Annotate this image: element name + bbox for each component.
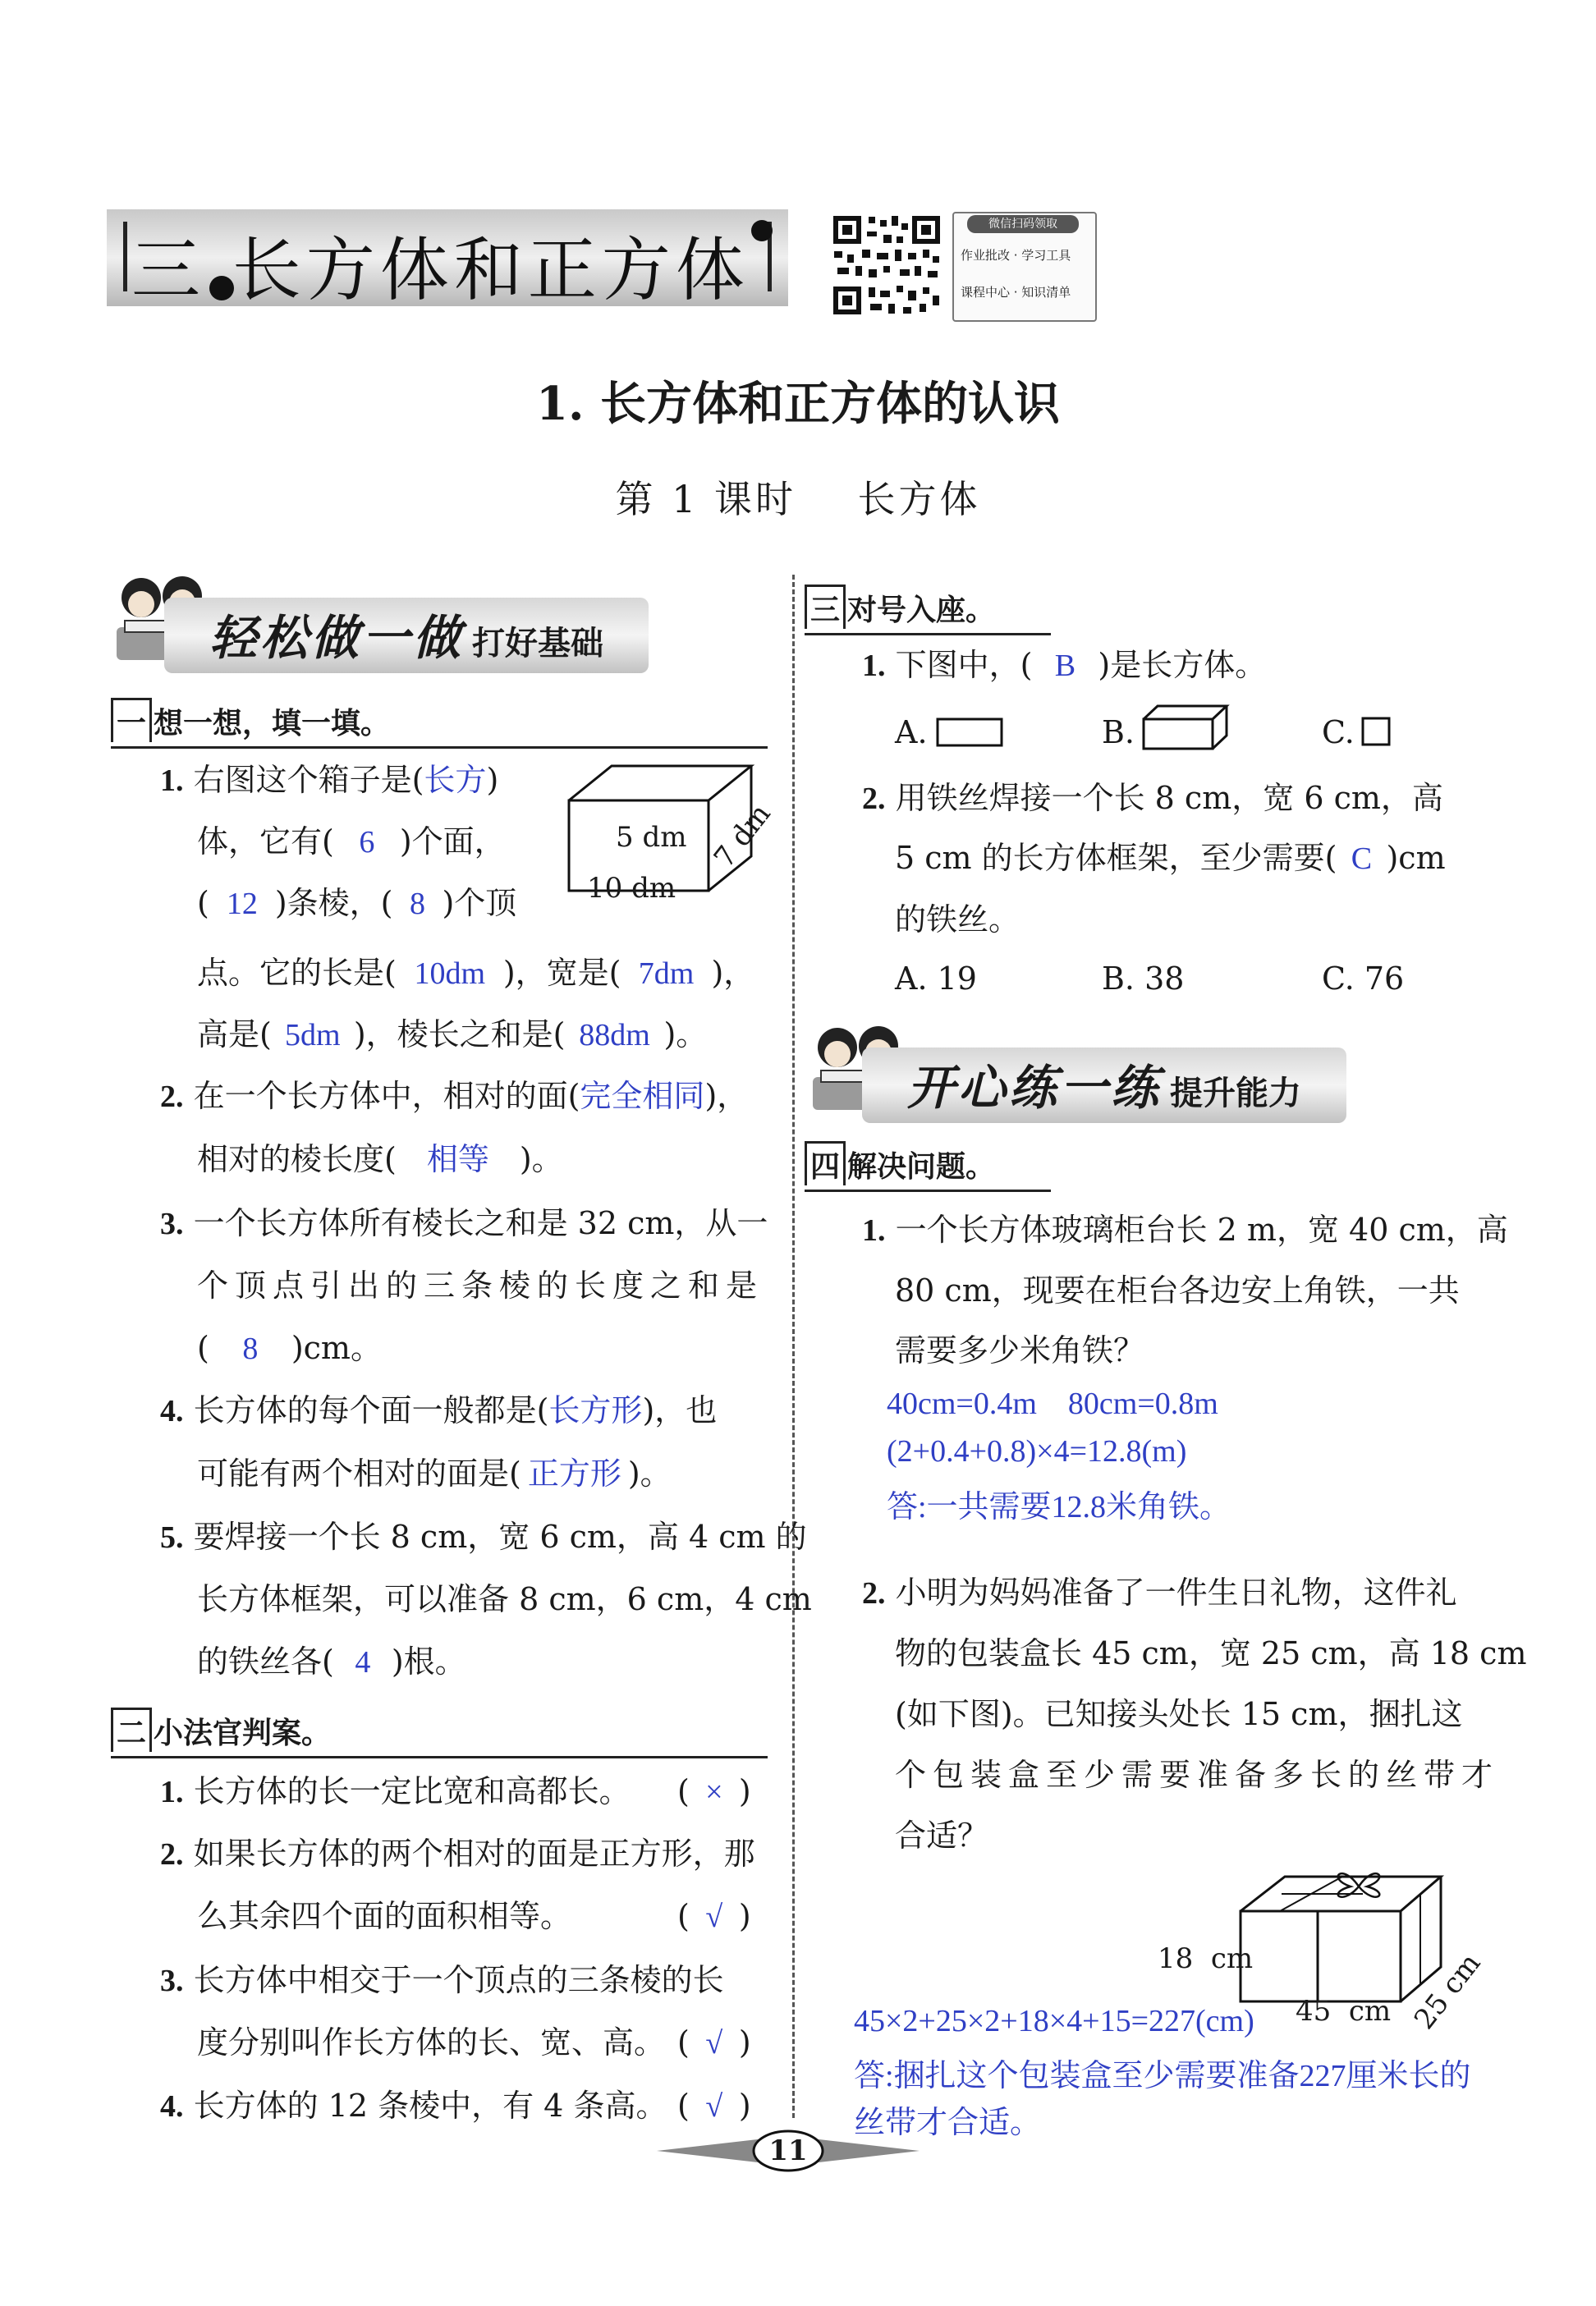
sec1-heading bbox=[111, 698, 768, 742]
qr-code bbox=[829, 212, 944, 319]
answer-1-8: 88dm bbox=[579, 1018, 650, 1052]
sec2-q2-line1: 2. 如果长方体的两个相对的面是正方形，那 bbox=[160, 1836, 755, 1872]
sec3-q2-optB: B. 38 bbox=[1102, 960, 1185, 997]
answer-4-1: 长方形 bbox=[548, 1394, 643, 1428]
sec3-q1: 1. 下图中，( B )是长方体。 bbox=[862, 647, 1267, 683]
sec4-q2-line2: 物的包装盒长 45 cm，宽 25 cm，高 18 cm bbox=[895, 1635, 1527, 1671]
sec2-q3-line1: 3. 长方体中相交于一个顶点的三条棱的长 bbox=[160, 1962, 724, 1998]
sec2-q3-line2: 度分别叫作长方体的长、宽、高。 bbox=[197, 2024, 666, 2061]
sec1-q1-line2: 体，它有( 6 )个面， bbox=[197, 823, 506, 860]
sec3-box: 三 bbox=[805, 585, 846, 629]
sec4-q1-line1: 1. 一个长方体玻璃柜台长 2 m，宽 40 cm，高 bbox=[862, 1212, 1508, 1248]
cuboid-length-label: 10 dm bbox=[587, 872, 676, 905]
choice-answer-2: C bbox=[1351, 841, 1373, 876]
sec4-q2-line1: 2. 小明为妈妈准备了一件生日礼物，这件礼 bbox=[862, 1575, 1457, 1611]
sec1-q3-line3: ( 8 )cm。 bbox=[197, 1330, 382, 1366]
sec2-box: 二 bbox=[111, 1708, 152, 1752]
qr-line-2: 课程中心 · 知识清单 bbox=[961, 285, 1071, 300]
lesson-title: 1. 长方体和正方体的认识 bbox=[536, 377, 1060, 431]
sec2-q3-judge: ( √ ) bbox=[677, 2024, 751, 2061]
answer-1-5: 10dm bbox=[414, 956, 486, 991]
sec1-box: 一 bbox=[111, 698, 152, 742]
sec4-q1-line2: 80 cm，现要在柜台各边安上角铁，一共 bbox=[895, 1272, 1460, 1309]
judge-3: √ bbox=[705, 2026, 723, 2061]
sec2-q1: 1. 长方体的长一定比宽和高都长。 bbox=[160, 1773, 631, 1809]
sec1-q1-line4: 点。它的长是( 10dm )，宽是( 7dm )， bbox=[197, 955, 755, 991]
column-divider bbox=[792, 575, 795, 2118]
sec1-q1-line1: 1. 右图这个箱子是(长方) bbox=[160, 762, 499, 798]
qr-line-1: 作业批改 · 学习工具 bbox=[961, 248, 1071, 263]
sec4-q1-answer-line1: 40cm=0.4m 80cm=0.8m bbox=[887, 1387, 1218, 1421]
page-number: 11 bbox=[768, 2134, 808, 2167]
sec4-q2-answer-line2: 答:捆扎这个包装盒至少需要准备227厘米长的 bbox=[854, 2059, 1471, 2093]
sec3-q1-optB: B. bbox=[1102, 714, 1135, 750]
sec4-q2-line4: 个包装盒至少需要准备多长的丝带才 bbox=[895, 1757, 1500, 1793]
gift-width-label: 25 cm bbox=[1408, 1946, 1488, 2036]
answer-1-7: 5dm bbox=[285, 1018, 341, 1052]
option-a-rectangle bbox=[936, 716, 1005, 749]
sec3-q2-optA: A. 19 bbox=[895, 960, 977, 997]
sec4-q2-answer-line1: 45×2+25×2+18×4+15=227(cm) bbox=[854, 2004, 1254, 2038]
sec3-heading bbox=[805, 585, 1051, 629]
answer-3-1: 8 bbox=[242, 1332, 259, 1366]
sec4-heading bbox=[805, 1141, 1051, 1185]
answer-1-6: 7dm bbox=[638, 956, 695, 991]
judge-2: √ bbox=[705, 1900, 723, 1934]
answer-1-4: 8 bbox=[409, 887, 425, 921]
sec4-q1-answer-line2: (2+0.4+0.8)×4=12.8(m) bbox=[887, 1434, 1187, 1469]
sec1-q2-line2: 相对的棱长度( 相等 )。 bbox=[197, 1141, 563, 1177]
sec4-q2-answer-line3: 丝带才合适。 bbox=[854, 2106, 1042, 2140]
sec4-q1-answer-line3: 答:一共需要12.8米角铁。 bbox=[887, 1490, 1231, 1524]
answer-5-1: 4 bbox=[355, 1645, 371, 1680]
sec1-q3-line1: 3. 一个长方体所有棱长之和是 32 cm，从一 bbox=[160, 1205, 768, 1241]
sec2-heading bbox=[111, 1708, 768, 1752]
answer-1-3: 12 bbox=[226, 887, 258, 921]
sec2-q2-judge: ( √ ) bbox=[677, 1898, 751, 1934]
judge-1: × bbox=[705, 1775, 723, 1809]
basic-strip-sub: 打好基础 bbox=[472, 625, 603, 662]
sec1-title: 想一想，填一填。 bbox=[154, 707, 391, 740]
sec3-title: 对号入座。 bbox=[847, 594, 996, 627]
sec2-q4: 4. 长方体的 12 条棱中，有 4 条高。 bbox=[160, 2088, 667, 2124]
sec1-q5-line1: 5. 要焊接一个长 8 cm，宽 6 cm，高 4 cm 的 bbox=[160, 1519, 807, 1555]
sec2-q4-judge: ( √ ) bbox=[677, 2088, 751, 2124]
sec3-q2-line1: 2. 用铁丝焊接一个长 8 cm，宽 6 cm，高 bbox=[862, 780, 1443, 816]
sec4-box: 四 bbox=[805, 1141, 846, 1185]
answer-1-2: 6 bbox=[359, 825, 375, 860]
option-c-square bbox=[1360, 716, 1393, 749]
sec1-q4-line1: 4. 长方体的每个面一般都是(长方形)，也 bbox=[160, 1392, 718, 1428]
ability-strip-title: 开心练一练 bbox=[907, 1060, 1163, 1116]
sec3-q2-line3: 的铁丝。 bbox=[895, 901, 1020, 938]
sec2-q1-judge: ( × ) bbox=[677, 1773, 751, 1809]
sec1-q5-line2: 长方体框架，可以准备 8 cm，6 cm，4 cm bbox=[197, 1581, 812, 1617]
answer-1-1: 长方 bbox=[424, 763, 487, 798]
lesson-subtitle: 第 1 课时 长方体 bbox=[615, 477, 981, 521]
sec1-q1-line5: 高是( 5dm )，棱长之和是( 88dm )。 bbox=[197, 1016, 708, 1052]
judge-4: √ bbox=[705, 2089, 723, 2124]
sec3-q2-line2: 5 cm 的长方体框架，至少需要( C )cm bbox=[895, 840, 1446, 876]
sec4-q2-line5: 合适？ bbox=[895, 1818, 989, 1854]
sec4-q1-line3: 需要多少米角铁？ bbox=[895, 1332, 1145, 1368]
sec1-q2-line1: 2. 在一个长方体中，相对的面(完全相同)， bbox=[160, 1078, 749, 1114]
answer-2-2: 相等 bbox=[426, 1143, 489, 1177]
qr-heading: 微信扫码领取 bbox=[967, 215, 1079, 233]
sec4-title: 解决问题。 bbox=[847, 1150, 996, 1184]
ability-strip-sub: 提升能力 bbox=[1170, 1075, 1301, 1112]
option-b-cuboid bbox=[1141, 703, 1231, 752]
sec1-q5-line3: 的铁丝各( 4 )根。 bbox=[197, 1644, 466, 1680]
banner-dot-right bbox=[751, 220, 773, 241]
chapter-title: 三 长方体和正方体 bbox=[131, 230, 750, 310]
sec2-q2-line2: 么其余四个面的面积相等。 bbox=[197, 1898, 572, 1934]
answer-4-2: 正方形 bbox=[527, 1457, 621, 1492]
sec3-q2-optC: C. 76 bbox=[1322, 960, 1405, 997]
gift-box-figure bbox=[1236, 1862, 1453, 2010]
sec4-q2-line3: (如下图)。已知接头处长 15 cm，捆扎这 bbox=[895, 1696, 1463, 1732]
sec3-q1-optA: A. bbox=[895, 714, 928, 750]
gift-height-label: 18 cm bbox=[1158, 1942, 1254, 1975]
sec1-q1-line3: ( 12 )条棱，( 8 )个顶 bbox=[197, 885, 517, 921]
answer-2-1: 完全相同 bbox=[580, 1080, 705, 1114]
banner-left-rule bbox=[123, 222, 127, 291]
sec1-q4-line2: 可能有两个相对的面是( 正方形 )。 bbox=[197, 1456, 672, 1492]
sec1-q3-line2: 个顶点引出的三条棱的长度之和是 bbox=[197, 1268, 764, 1304]
gift-length-label: 45 cm bbox=[1296, 1995, 1392, 2028]
sec2-title: 小法官判案。 bbox=[154, 1717, 332, 1750]
choice-answer-1: B bbox=[1054, 649, 1076, 683]
sec3-q1-optC: C. bbox=[1322, 714, 1355, 750]
basic-strip-title: 轻松做一做 bbox=[209, 610, 465, 666]
cuboid-height-label: 5 dm bbox=[616, 821, 687, 854]
cuboid-width-label: 7 dm bbox=[708, 797, 777, 874]
